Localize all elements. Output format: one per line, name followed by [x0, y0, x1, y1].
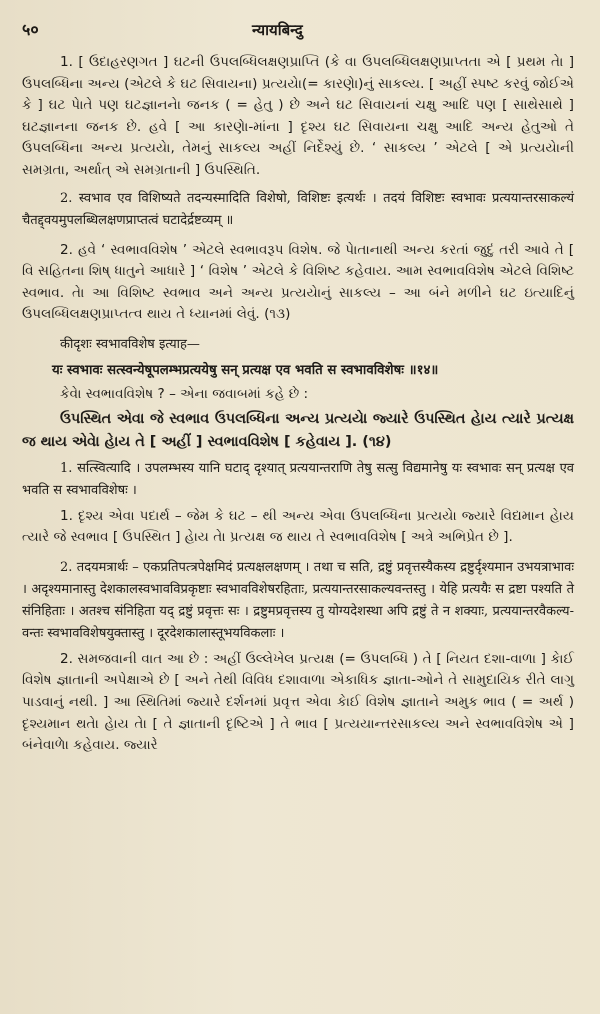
- sanskrit-question: कीदृशः स्वभावविशेष इत्याह—: [60, 336, 200, 352]
- page-header: [22, 18, 574, 48]
- running-title: न्यायबिन्दु: [252, 21, 303, 39]
- gujarati-commentary-14-2: 2. સમજવાની વાત આ છે : અહીં ઉલ્લેખેલ પ્રત્યક્ષ (= ઉપલબ્ધિ ) તે [ નિયત દશા-વાળા ] કેાઈ વિશેષ જ્ઞાતાની અપેક્ષાએ છે [ અને તેથી વિવિધ દશાવાળા એકાધિક જ્ઞાતા-ઓને તે સામુદાયિક રીતે લાગુ પાડવાનું નથી. ] આ સ્થિતિમાં જ્યારે દર્શનમાં પ્રવૃત્ત એવા કેાઈ વિશેષ જ્ઞાતાને અમુક ભાવ ( = અર્થ ) દૃશ્યમાન થતેા હેાય તેા [ તે જ્ઞાતાની દૃષ્ટિએ ] તે ભાવ [ પ્રત્યયાન્તરસાકલ્ય અને સ્વભાવવિશેષ એ ] બંનેવાળેા કહેવાય. જ્યારે: [22, 650, 574, 754]
- sanskrit-commentary-2: 2. स्वभाव एव विशिष्यते तदन्यस्मादिति विशेषो, विशिष्टः इत्यर्थः । तदयं विशिष्टः स्वभावः प्रत्ययान्तरसाकल्यं चैतद्द्वयमुपलब्धिलक्षणप्राप्तत्वं घटादेर्द्रष्टव्यम् ॥: [22, 190, 574, 228]
- sutra-14: यः स्वभावः सत्स्वन्येषूपलम्भप्रत्ययेषु सन् प्रत्यक्ष एव भवति स स्वभावविशेषः ॥१४॥: [52, 362, 439, 378]
- sutra-14-translation: ઉપસ્થિત એવા જે સ્વભાવ ઉપલબ્ધિના અન્ય પ્રત્યયેા જ્યારે ઉપસ્થિત હેાય ત્યારે પ્રત્યક્ષ જ થાય એવેા હેાય તે [ અહીં ] સ્વભાવવિશેષ [ કહેવાય ]. (૧૪): [22, 410, 574, 450]
- sanskrit-commentary-14-2: 2. तदयमत्रार्थः – एकप्रतिपत्त्रपेक्षमिदं प्रत्यक्षलक्षणम् । तथा च सति, द्रष्टुं प्रवृत्तस्यैकस्य द्रष्टुर्दृश्यमान उभयत्राभावः । अदृश्यमानास्तु देशकालस्वभावविप्रकृष्टाः स्वभावविशेषरहिताः, प्रत्ययान्तरसाकल्यवन्तस्तु । येहि प्रत्ययैः स द्रष्टा पश्यति ते संनिहिताः । अतश्च संनिहिता यद् द्रष्टुं प्रवृत्तः सः । द्रष्टुमप्रवृत्तस्य तु योग्यदेशस्था अपि द्रष्टुं ते न शक्याः, प्रत्ययान्तरवैकल्य-वन्तः स्वभावविशेषयुक्तास्तु । दूरदेशकालास्तूभयविकलाः ।: [22, 559, 574, 641]
- page-number: ५०: [22, 20, 39, 39]
- gujarati-commentary-2: 2. હવે ‘ સ્વભાવવિશેષ ’ એટલે સ્વભાવરૂપ વિશેષ. જે પેાતાનાથી અન્ય કરતાં જુદું તરી આવે તે [ વિ સહિતના શિષ્ ધાતુને આધારે ] ‘ વિશેષ ’ એટલે કે વિશિષ્ટ કહેવાય. આમ સ્વભાવવિશેષ એટલે વિશિષ્ટ સ્વભાવ. તેા આ વિશિષ્ટ સ્વભાવ અને અન્ય પ્રત્યયેાનું સાકલ્ય – આ બંને મળીને ઘટ ઇત્યાદિનું ઉપલબ્ધિલક્ષણપ્રાપ્તત્વ થાય તે ધ્યાનમાં લેવું. (૧૩): [22, 241, 574, 323]
- sanskrit-commentary-14-1: 1. सत्स्वित्यादि । उपलम्भस्य यानि घटाद् दृश्यात् प्रत्ययान्तराणि तेषु सत्सु विद्यमानेषु यः स्वभावः सन् प्रत्यक्ष एव भवति स स्वभावविशेषः ।: [22, 460, 574, 498]
- gujarati-question: કેવેા સ્વભાવવિશેષ ? – એના જવાબમાં કહે છે :: [60, 385, 309, 402]
- gujarati-commentary-1: 1. [ ઉદાહરણગત ] ઘટની ઉપલબ્ધિલક્ષણપ્રાપ્તિ (કે વા ઉપલબ્ધિલક્ષણપ્રાપ્તતા એ [ પ્રથમ તેા ] ઉપલબ્ધિના અન્ય (એટલે કે ઘટ સિવાયના) પ્રત્યયેા(= કારણેા)નું સાકલ્ય. [ અહીં સ્પષ્ટ કરવું જોઈએ કે ] ઘટ પેાતે પણ ઘટજ્ઞાનનેા જનક ( = હેતુ ) છે અને ઘટ સિવાયનાં ચક્ષુ આદિ પણ [ સાથેસાથે ] ઘટજ્ઞાનના જનક છે. હવે [ આ કારણેા-માંના ] દૃશ્ય ઘટ સિવાયના ચક્ષુ આદિ અન્ય હેતુઓ તે ઉપલબ્ધિના અન્ય પ્રત્યયેા, તેમનું સાકલ્ય અહીં નિર્દેશ્યું છે. ‘ સાકલ્ય ’ એટલે [ એ પ્રત્યયેાની સમગ્રતા, અર્થાત્ એ સમગ્રતાની ] ઉપસ્થિતિ.: [22, 54, 574, 178]
- gujarati-commentary-14-1: 1. દૃશ્ય એવા પદાર્થ – જેમ કે ઘટ – થી અન્ય એવા ઉપલબ્ધિના પ્રત્યયેા જ્યારે વિદ્યમાન હેાય ત્યારે જે સ્વભાવ [ ઉપસ્થિત ] હેાય તેા પ્રત્યક્ષ જ થાય તે સ્વભાવવિશેષ [ અત્રે અભિપ્રેત છે ].: [22, 507, 574, 546]
